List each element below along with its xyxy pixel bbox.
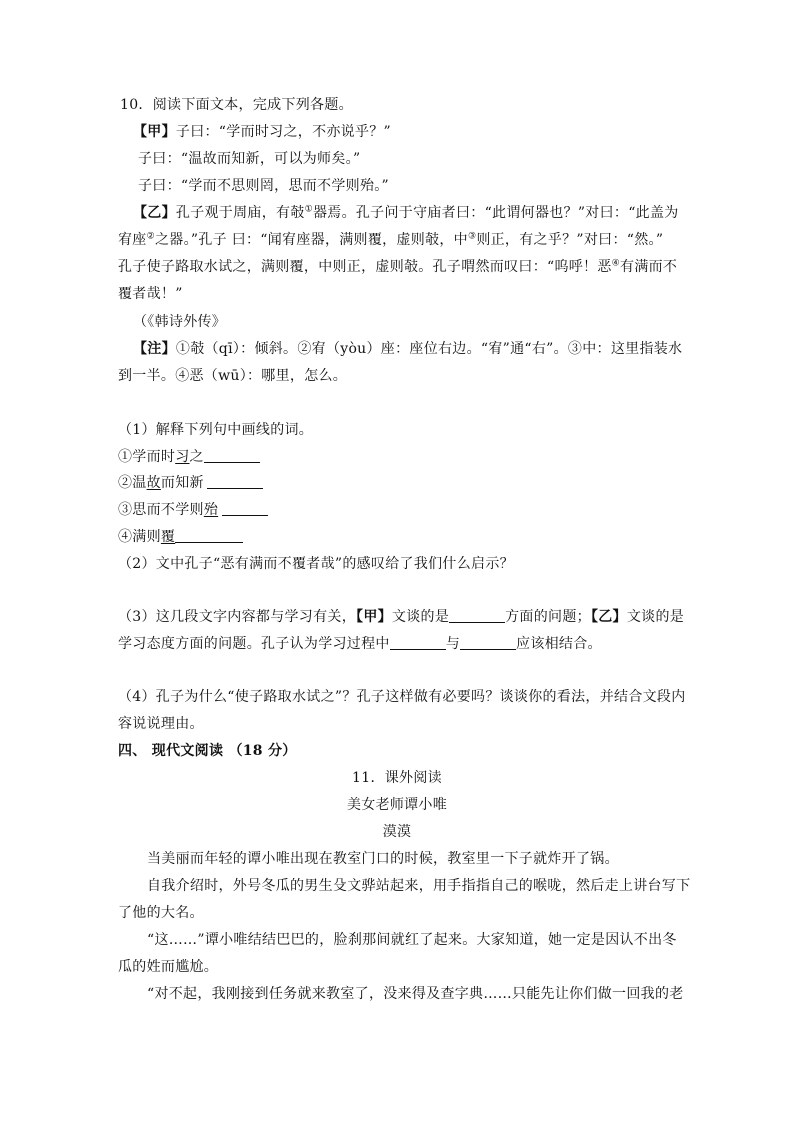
- story-paragraph-3-line-1: “这……”谭小唯结结巴巴的，脸刹那间就红了起来。大家知道，她一定是因认不出冬: [147, 932, 677, 948]
- answer-blank-1[interactable]: [204, 448, 260, 463]
- footnote-marker-1: ①: [304, 204, 313, 215]
- passage-yi-line-4: 覆者哉！”: [118, 286, 183, 302]
- story-paragraph-2-line-1: 自我介绍时，外号冬瓜的男生殳文骅站起来，用手指指自己的喉咙，然后走上讲台写下: [147, 878, 691, 894]
- passage-yi-text-2a: 宥座: [118, 232, 147, 248]
- passage-yi-line-3: [118, 257, 677, 277]
- sub-question-3-text-c: 方面的问题；: [505, 609, 591, 625]
- annotation-text-1: ①攲（qī）：倾斜。②宥（yòu）座：座位右边。“宥”通“右”。③中：这里指装水: [175, 341, 683, 357]
- passage-yi-tag: 【乙】: [133, 205, 176, 221]
- section-heading: 四、 现代文阅读 （18 分）: [118, 743, 297, 759]
- answer-blank-7[interactable]: [460, 635, 516, 650]
- sub-question-1: （1）解释下列句中画线的词。: [118, 422, 314, 438]
- underlined-word-2: 故: [146, 475, 161, 491]
- q11-label: 11．课外阅读: [352, 770, 442, 786]
- sub-question-3-text-d: 文谈的是: [626, 609, 685, 625]
- answer-blank-4[interactable]: [175, 528, 243, 543]
- annotation-line-2: 到一半。④恶（wū）：哪里，怎么。: [118, 368, 348, 384]
- word-item-3-pre: ③思而不学则: [118, 502, 204, 518]
- passage-jia-line-1: [133, 122, 391, 142]
- sub-question-3-text-a: （3）这几段文字内容都与学习有关，: [118, 609, 357, 625]
- word-item-2-pre: ②温: [118, 475, 147, 491]
- story-paragraph-1: 当美丽而年轻的谭小唯出现在教室门口的时候，教室里一下子就炸开了锅。: [147, 851, 619, 867]
- word-item-4: [118, 527, 243, 547]
- q10-header: 10．阅读下面文本，完成下列各题。: [120, 97, 353, 113]
- footnote-marker-4: ④: [611, 258, 621, 269]
- sub-question-3-text-e: 学习态度方面的问题。孔子认为学习过程中: [118, 636, 390, 652]
- story-paragraph-2-line-2: 了他的大名。: [118, 905, 204, 921]
- passage-jia-text-1: 子曰：“学而时习之，不亦说乎？”: [175, 124, 392, 140]
- passage-yi-text-2b: 之器。”孔子 曰：“闻宥座器，满则覆，虚则攲，中: [154, 232, 468, 248]
- sub-question-3-text-f: 与: [445, 636, 461, 652]
- sub-question-4-line-1: （4）孔子为什么“使子路取水试之”？孔子这样做有必要吗？谈谈你的看法，并结合文段内: [118, 689, 686, 705]
- sub-question-3-jia-tag: 【甲】: [356, 609, 392, 625]
- sub-question-2: （2）文中孔子“恶有满而不覆者哉”的感叹给了我们什么启示？: [118, 556, 514, 572]
- annotation-line-1: [133, 339, 682, 359]
- passage-yi-text-1a: 孔子观于周庙，有攲: [175, 205, 305, 221]
- footnote-marker-3: ③: [467, 231, 477, 242]
- passage-jia-line-2: 子曰：“温故而知新，可以为师矣。”: [138, 151, 361, 167]
- sub-question-3-yi-tag: 【乙】: [590, 609, 627, 625]
- passage-yi-line-1: [133, 203, 679, 223]
- word-item-4-pre: ④满则: [118, 529, 161, 545]
- word-item-3: [118, 500, 268, 520]
- answer-blank-2[interactable]: [207, 474, 263, 489]
- story-paragraph-3-line-2: 瓜的姓而尴尬。: [118, 959, 219, 975]
- underlined-word-3: 殆: [203, 502, 219, 518]
- passage-yi-line-2: [118, 230, 663, 250]
- underlined-word-1: 习: [175, 449, 190, 465]
- word-item-1: [118, 447, 260, 467]
- word-item-1-pre: ①学而时: [118, 449, 176, 465]
- sub-question-3-line-2: [118, 634, 602, 654]
- passage-jia-tag: 【甲】: [133, 124, 176, 140]
- sub-question-3-text-g: 应该相结合。: [516, 636, 602, 652]
- answer-blank-6[interactable]: [390, 635, 446, 650]
- passage-source: （《韩诗外传》: [133, 314, 227, 330]
- passage-yi-text-1b: 器焉。孔子问于守庙者曰：“此谓何器也？”对曰：“此盖为: [312, 205, 679, 221]
- story-author: 漠漠: [382, 824, 412, 840]
- story-title: 美女老师谭小唯: [346, 797, 448, 813]
- word-item-1-post: 之: [189, 449, 204, 465]
- annotation-tag: 【注】: [133, 341, 176, 357]
- story-paragraph-4-line-1: “对不起，我刚接到任务就来教室了，没来得及查字典……只能先让你们做一回我的老: [147, 986, 684, 1002]
- answer-blank-5[interactable]: [449, 608, 505, 623]
- underlined-word-4: 覆: [160, 529, 176, 545]
- sub-question-3-line-1: [118, 607, 684, 627]
- footnote-marker-2: ②: [146, 231, 155, 242]
- passage-yi-text-3b: 有满而不: [620, 259, 678, 275]
- answer-blank-3[interactable]: [222, 501, 268, 516]
- passage-yi-text-3a: 孔子使子路取水试之，满则覆，中则正，虚则攲。孔子喟然而叹曰：“呜呼！恶: [118, 259, 612, 275]
- passage-jia-line-3: 子曰：“学而不思则罔，思而不学则殆。”: [138, 178, 390, 194]
- sub-question-4-line-2: 容说说理由。: [118, 716, 204, 732]
- word-item-2: [118, 473, 263, 493]
- sub-question-3-text-b: 文谈的是: [391, 609, 450, 625]
- passage-yi-text-2c: 则正，有之乎？”对曰：“然。”: [476, 232, 664, 248]
- word-item-2-post: 而知新: [160, 475, 204, 491]
